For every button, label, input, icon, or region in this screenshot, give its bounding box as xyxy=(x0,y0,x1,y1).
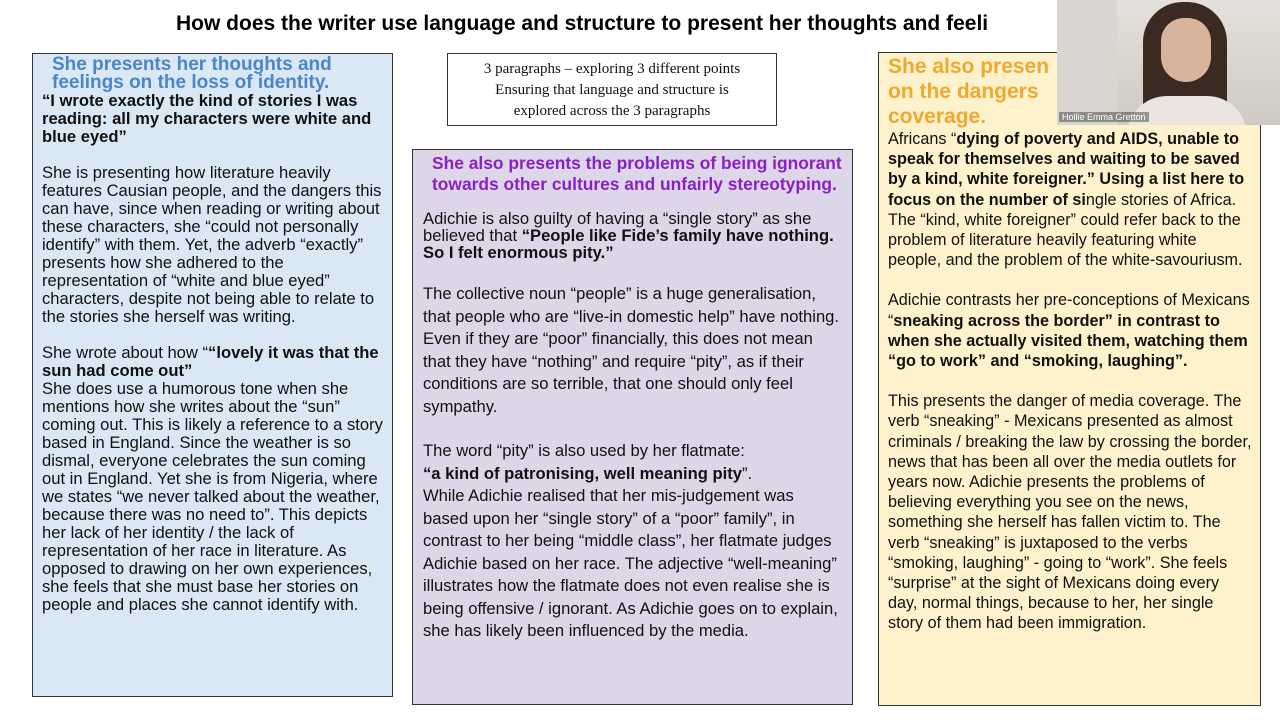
stereotyping-paragraph-3-end: ”. xyxy=(742,463,753,483)
note-line-1: 3 paragraphs – exploring 3 different points xyxy=(483,61,741,77)
media-analysis-box xyxy=(878,52,1261,706)
media-heading-line2: on the dangers xyxy=(888,80,1039,103)
media-paragraph-2 xyxy=(888,290,1252,371)
stereotyping-quote-pity: “a kind of patronising, well meaning pity xyxy=(423,463,743,483)
note-line-2: Ensuring that language and structure is xyxy=(495,82,729,98)
media-paragraph-3: This presents the danger of media coverage. The verb “sneaking” - Mexicans presented as almost criminals / breaking the law by crossing the border, news that has been all over the media outlets for years now. Adichie presents the problems of believing everything you see on the news, something she herself has fallen victim to. The verb “sneaking” is juxtaposed to the verbs “smoking, laughing” - going to “work”. She feels “surprise” at the sight of Mexicans doing every day, normal things, because to her, her single story of them had been immigration. xyxy=(888,392,1252,633)
stereotyping-paragraph-2: The collective noun “people” is a huge generalisation, that people who are “live-in domestic help” have nothing. Even if they are “poor” financially, this does not mean that they have “nothing” and require “pity”, as if their conditions are so terrible, that one should only feel sympathy. xyxy=(423,284,840,416)
identity-paragraph-2 xyxy=(42,344,384,380)
stereotyping-paragraph-1 xyxy=(423,210,842,261)
identity-paragraph-2-text: She wrote about how “ xyxy=(42,343,209,362)
identity-heading xyxy=(42,56,384,92)
media-quote-mexicans: sneaking across the border” in contrast to when she actually visited them, watching them “go to work” and “smoking, laughing”. xyxy=(888,311,1248,371)
identity-analysis-box xyxy=(32,53,393,697)
identity-heading-line2: feelings on the loss of identity. xyxy=(52,72,330,93)
media-paragraph-1-text: Africans “ xyxy=(888,130,957,148)
webcam-video xyxy=(1057,0,1280,125)
stereotyping-heading: She also presents the problems of being ignorant towards other cultures and unfairly stereotyping. xyxy=(432,153,842,194)
presenter-face xyxy=(1161,18,1211,82)
media-quote-africans: dying of poverty and AIDS, unable to speak for themselves and waiting to be saved by a kind, white foreigner.” Using a list here to focus on the number of si xyxy=(888,130,1245,209)
media-heading-line1: She also presen xyxy=(888,55,1050,78)
stereotyping-analysis-box xyxy=(412,149,853,705)
stereotyping-quote-fide: “People like Fide’s family have nothing. So I felt enormous pity.” xyxy=(423,226,834,262)
slide-title: How does the writer use language and structure to present her thoughts and feeli xyxy=(176,12,989,35)
media-paragraph-1 xyxy=(888,129,1252,270)
stereotyping-paragraph-4: While Adichie realised that her mis-judgement was based upon her “single story” of a “poor” family”, in contrast to her being “middle class”, her flatmate judges Adichie based on her race. The adjective “well-meaning” illustrates how the flatmate does not even realise she is being offensive / ignorant. As Adichie goes on to explain, she has likely been influenced by the media. xyxy=(423,486,838,640)
note-line-3: explored across the 3 paragraphs xyxy=(513,103,711,119)
stereotyping-paragraph-3 xyxy=(423,440,842,485)
identity-heading-line1: She presents her thoughts and xyxy=(52,54,332,75)
stereotyping-paragraph-3-text: The word “pity” is also used by her flatmate: xyxy=(423,441,745,460)
identity-paragraph-3: She does use a humorous tone when she mentions how she writes about the “sun” coming out. This is likely a reference to a story based in England. Since the weather is so dismal, everyone celebrates the sun coming out in England. Yet she is from Nigeria, where we states “we never talked about the weather, because there was no need to”. This depicts her lack of her identity / the lack of representation of her race in literature. As opposed to drawing on her own experiences, she feels that she must base her stories on people and places she cannot identify with. xyxy=(42,379,383,614)
webcam-name-label: Hollie Emma Gretton xyxy=(1059,112,1149,122)
identity-quote-sun: “lovely it was that the sun had come out” xyxy=(42,343,379,380)
media-paragraph-2-text: Adichie contrasts her pre-conceptions of Mexicans “ xyxy=(888,291,1250,330)
identity-paragraph-1: She is presenting how literature heavily features Causian people, and the dangers this can have, since when reading or writing about these characters, she “could not personally identify” with them. Yet, the adverb “exactly” presents how she adhered to the representation of “white and blue eyed” characters, despite not being able to relate to the stories she herself was writing. xyxy=(42,163,382,326)
media-heading-line3: coverage. xyxy=(888,105,987,128)
stereotyping-paragraph-1-text: Adichie is also guilty of having a “single story” as she believed that xyxy=(423,209,812,245)
identity-quote: “I wrote exactly the kind of stories I was reading: all my characters were white and blue eyed” xyxy=(42,91,372,146)
media-paragraph-1-rest: ngle stories of Africa. The “kind, white foreigner” could refer back to the problem of literature heavily featuring white people, and the problem of the white-savouriusm. xyxy=(888,190,1243,270)
structure-note-box xyxy=(447,53,777,126)
